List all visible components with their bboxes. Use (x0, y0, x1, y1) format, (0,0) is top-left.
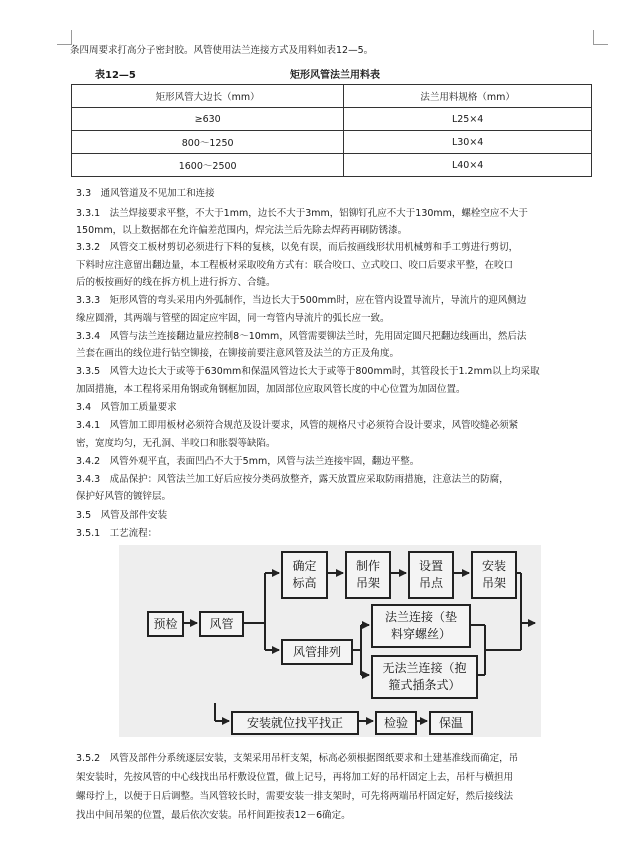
node-label: 风管排列 (292, 644, 341, 659)
table-caption (95, 66, 380, 81)
paragraph-line: 3.3.3 矩形风管的弯头采用内外弧制作，当边长大于500mm时，应在管内设置导流片，导流片的迎风侧边 (76, 295, 527, 306)
paragraph-line: 3.3.2 风管交工板材剪切必须进行下料的复核，以免有误，而后按画线形状用机械剪和手工剪进行剪切， (76, 242, 519, 253)
node-make-hanger (345, 551, 391, 599)
node-duct (199, 611, 244, 637)
intro-paragraph: 条四周要求打高分子密封胶。风管使用法兰连接方式及用料如表12—5。 (70, 45, 374, 56)
node-label: 确定 标高 (292, 559, 317, 590)
node-insulation (429, 711, 473, 735)
paragraph-line: 3.4.2 风管外观平直，表面凹凸不大于5mm，风管与法兰连接牢固，翻边平整。 (76, 456, 420, 467)
paragraph-line: 兰套在画出的线位进行钻空铆接，在铆接前要注意风管及法兰的方正及角度。 (76, 348, 400, 359)
header-flange-spec: 法兰用料规格（mm） (344, 85, 592, 108)
paragraph-line: 3.3.5 风管大边长大于或等于630mm和保温风管边长大于或等于800mm时，其管段长于1.2mm以上均采取 (76, 366, 540, 377)
table-title: 矩形风管法兰用料表 (290, 70, 380, 81)
paragraph-line: 3.4.3 成品保护：风管法兰加工好后应按分类码放整齐，露天放置应采取防雨措施，注意法兰的防腐， (76, 474, 509, 485)
node-inspection (375, 711, 417, 735)
cell-edge: ≥630 (72, 108, 344, 131)
section-heading: 3.3 通风管道及不见加工和连接 (76, 188, 215, 199)
paragraph-line: 3.3.1 法兰焊接要求平整，不大于1mm，边长不大于3mm，铝铆钉孔应不大于130mm，螺栓空应不大于 (76, 208, 528, 219)
node-label: 安装 吊架 (481, 559, 506, 590)
table-header-row (72, 85, 592, 108)
cell-edge: 800～1250 (72, 131, 344, 154)
section-heading: 3.5 风管及部件安装 (76, 510, 168, 521)
header-duct-edge: 矩形风管大边长（mm） (72, 85, 344, 108)
node-label: 设置 吊点 (418, 559, 443, 590)
node-install-level (231, 711, 359, 735)
paragraph-line: 架安装时，先按风管的中心线找出吊杆敷设位置，做上记号，再将加工好的吊杆固定上去，吊杆与横担用 (76, 772, 514, 783)
cell-spec: L25×4 (344, 108, 592, 131)
crop-mark-top-right (593, 30, 608, 45)
node-set-hang-point (408, 551, 454, 599)
node-precheck (147, 611, 184, 637)
paragraph-line: 加固措施，本工程将采用角钢或角钢框加固，加固部位应取风管长度的中心位置为加固位置。 (76, 384, 466, 395)
paragraph-line: 3.5.1 工艺流程： (76, 528, 158, 539)
node-label: 无法兰连接（抱 箍式插条式） (382, 661, 467, 692)
table-row (72, 131, 592, 154)
node-no-flange-connection (371, 655, 478, 699)
cell-spec: L30×4 (344, 131, 592, 154)
flange-material-table (71, 84, 592, 177)
paragraph-line: 缘应圆滑，其两端与管壁的固定应牢固，同一弯管内导流片的弧长应一致。 (76, 313, 390, 324)
node-label: 安装就位找平找正 (246, 715, 343, 730)
paragraph-line: 螺母拧上，以便于日后调整。当风管较长时，需要安装一排支架时，可先将两端吊杆固定好，然后接线法 (76, 791, 514, 802)
process-flowchart (119, 545, 541, 737)
node-confirm-elevation (281, 551, 328, 599)
section-heading: 3.4 风管加工质量要求 (76, 402, 177, 413)
node-label: 风管 (209, 616, 234, 631)
node-label: 制作 吊架 (355, 559, 380, 590)
paragraph-line: 找出中间吊架的位置，最后依次安装。吊杆间距按表12－6确定。 (76, 810, 351, 821)
paragraph-line: 3.4.1 风管加工即用板材必须符合规范及设计要求，风管的规格尺寸必须符合设计要求，风管咬缝必须紧 (76, 420, 519, 431)
node-label: 法兰连接（垫 料穿螺丝） (384, 610, 457, 641)
paragraph-line: 后的板按画好的线在拆方机上进行拆方、合缝。 (76, 277, 276, 288)
paragraph-line: 下料时应注意留出翻边量，本工程板材采取咬角方式有：联合咬口、立式咬口、咬口后要求平整，在咬口 (76, 260, 514, 271)
node-label: 检验 (383, 715, 408, 730)
node-duct-arrange (281, 639, 353, 665)
cell-spec: L40×4 (344, 154, 592, 177)
table-row (72, 154, 592, 177)
table-row (72, 108, 592, 131)
paragraph-line: 150mm，以上数据都在允许偏差范围内，焊完法兰后先除去焊药再刷防锈漆。 (76, 225, 408, 236)
paragraph-line: 保护好风管的镀锌层。 (76, 491, 172, 502)
paragraph-line: 3.3.4 风管与法兰连接翻边量应控制8～10mm，风管需要铆法兰时，先用固定圆尺把翻边线画出，然后法 (76, 331, 527, 342)
table-number: 表12—5 (95, 70, 136, 81)
node-label: 保温 (438, 715, 463, 730)
paragraph-line: 密，宽度均匀，无孔洞、半咬口和胀裂等缺陷。 (76, 438, 276, 449)
node-label: 预检 (153, 616, 178, 631)
cell-edge: 1600～2500 (72, 154, 344, 177)
paragraph-line: 3.5.2 风管及部件分系统逐层安装，支架采用吊杆支架，标高必须根据图纸要求和土建基准线而确定，吊 (76, 753, 519, 764)
node-flange-connection (371, 604, 471, 648)
node-install-hanger (471, 551, 517, 599)
